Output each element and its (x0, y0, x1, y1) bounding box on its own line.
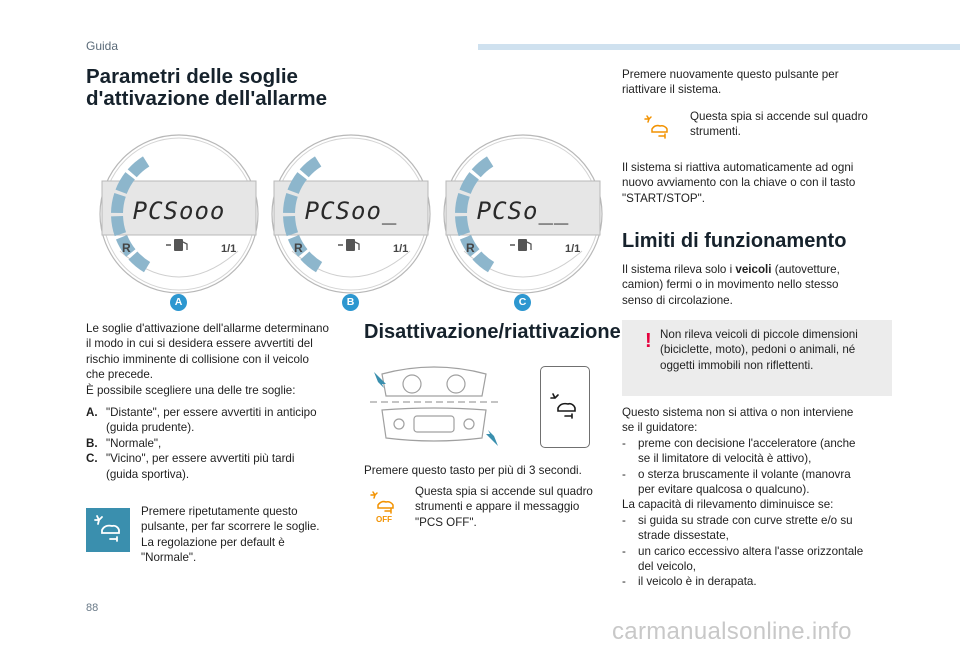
option-text: (guida sportiva). (106, 467, 190, 481)
press-text: Premere questo tasto per più di 3 secondi. (364, 464, 582, 477)
title-line-2: d'attivazione dell'allarme (86, 87, 328, 110)
intro-line: che precede. (86, 368, 154, 382)
off-label: OFF (376, 515, 392, 524)
list-dash: - (622, 467, 626, 481)
list-item (622, 436, 897, 467)
gauge-display: PCSo__ (476, 197, 570, 225)
watermark: carmanualsonline.info (612, 618, 852, 645)
detects-pre: Il sistema rileva solo i (622, 263, 736, 276)
list-text: preme con decisione l'acceleratore (anche (638, 436, 856, 450)
detects-text (622, 262, 892, 308)
gauge-display: PCSoo_ (304, 197, 398, 225)
section-label: Guida (86, 39, 119, 53)
gauge-display: PCSooo (132, 197, 226, 225)
intro-line: rischio imminente di collisione con il veicolo (86, 352, 309, 366)
intro-text (86, 321, 348, 398)
pcs-lamp-icon (640, 112, 676, 148)
pcs-switch[interactable] (540, 366, 590, 448)
option-c (86, 451, 348, 482)
gauge-c (442, 133, 604, 295)
gauge-b (270, 133, 432, 295)
warning-line: oggetti immobili non riflettenti. (660, 358, 814, 372)
gauge-a (98, 133, 260, 295)
list-dash: - (622, 544, 626, 558)
list-text: o sterza bruscamente il volante (manovra (638, 467, 851, 481)
detects-post: (autovetture, (771, 263, 840, 276)
option-a (86, 405, 348, 436)
detects-line: senso di circolazione. (622, 293, 733, 307)
list-text: si guida su strade con curve strette e/o su (638, 513, 853, 527)
auto-line: "START/STOP". (622, 191, 705, 205)
option-text: "Normale", (106, 436, 162, 450)
off-note-line: Questa spia si accende sul quadro (415, 485, 593, 498)
off-note-line: strumenti e appare il messaggio (415, 500, 580, 514)
deactivation-heading: Disattivazione/riattivazione (364, 321, 621, 343)
page-number: 88 (86, 602, 99, 614)
detects-bold: veicoli (735, 263, 772, 276)
threshold-options (86, 405, 348, 482)
gauge-reverse-label: R (122, 241, 131, 255)
button-note-line: "Normale". (141, 551, 197, 565)
lamp-note-line: strumenti. (690, 125, 741, 139)
lamp-note-line: Questa spia si accende sul quadro (690, 110, 868, 123)
auto-reactivation-text (622, 160, 892, 206)
gauge-reverse-label: R (294, 241, 303, 255)
intervene-intro: Questo sistema non si attiva o non interviene (622, 406, 854, 419)
button-note-line: La regolazione per default è (141, 535, 285, 549)
option-key: B. (86, 436, 98, 450)
off-note-line: "PCS OFF". (415, 515, 477, 529)
limits-list (622, 405, 897, 590)
list-text: per evitare qualcosa o qualcuno). (638, 483, 810, 497)
intervene-intro: se il guidatore: (622, 421, 698, 435)
list-item (622, 544, 897, 575)
option-b (86, 436, 348, 451)
list-text: strade dissestate, (638, 529, 729, 543)
option-text: "Vicino", per essere avvertiti più tardi (106, 452, 295, 466)
intro-line: il modo in cui si desidera essere avvertiti del (86, 337, 313, 351)
reactivate-text (622, 67, 892, 98)
warning-text (660, 327, 885, 373)
warning-line: Non rileva veicoli di piccole dimensioni (660, 328, 858, 341)
list-text: un carico eccessivo altera l'asse orizzontale (638, 544, 864, 558)
title-line-1: Parametri delle soglie (86, 65, 298, 88)
option-text: (guida prudente). (106, 421, 195, 435)
list-item (622, 467, 897, 498)
limits-heading: Limiti di funzionamento (622, 230, 847, 252)
list-dash: - (622, 575, 626, 589)
dashboard-illustration (364, 362, 504, 452)
list-dash: - (622, 513, 626, 527)
off-note (415, 484, 615, 530)
intro-line: Le soglie d'attivazione dell'allarme determinano (86, 322, 329, 335)
reactivate-line: Premere nuovamente questo pulsante per (622, 68, 839, 81)
header-bar (478, 44, 960, 50)
option-text: "Distante", per essere avvertiti in anticipo (106, 406, 317, 419)
list-text: del veicolo, (638, 560, 697, 574)
gauge-ratio-label: 1/1 (565, 243, 581, 255)
gauge-label-badge: B (342, 294, 359, 311)
gauge-ratio-label: 1/1 (393, 243, 409, 255)
pcs-button-icon (86, 508, 130, 552)
list-text: il veicolo è in derapata. (638, 575, 757, 589)
pcs-off-lamp-icon (366, 489, 402, 525)
list-item (622, 513, 897, 544)
button-note (141, 504, 351, 566)
page-title (86, 66, 346, 110)
option-key: A. (86, 406, 98, 419)
button-note-line: Premere ripetutamente questo (141, 505, 298, 518)
auto-line: nuovo avviamento con la chiave o con il tasto (622, 176, 856, 190)
warning-icon: ! (645, 330, 652, 352)
list-text: se il limitatore di velocità è attivo), (638, 452, 812, 466)
warning-line: (biciclette, moto), pedoni o animali, né (660, 343, 856, 357)
gauge-label-badge: C (514, 294, 531, 311)
gauge-label-badge: A (170, 294, 187, 311)
option-key: C. (86, 452, 98, 466)
detects-line: camion) fermi o in movimento nello stesso (622, 278, 839, 292)
gauge-ratio-label: 1/1 (221, 243, 237, 255)
list-item (622, 574, 897, 589)
gauge-reverse-label: R (466, 241, 475, 255)
list-dash: - (622, 436, 626, 450)
reduce-intro: La capacità di rilevamento diminuisce se: (622, 498, 834, 512)
lamp-note (690, 109, 890, 140)
reactivate-line: riattivare il sistema. (622, 83, 722, 97)
button-note-line: pulsante, per far scorrere le soglie. (141, 520, 320, 534)
auto-line: Il sistema si riattiva automaticamente ad ogni (622, 161, 854, 174)
intro-line: È possibile scegliere una delle tre soglie: (86, 383, 296, 397)
